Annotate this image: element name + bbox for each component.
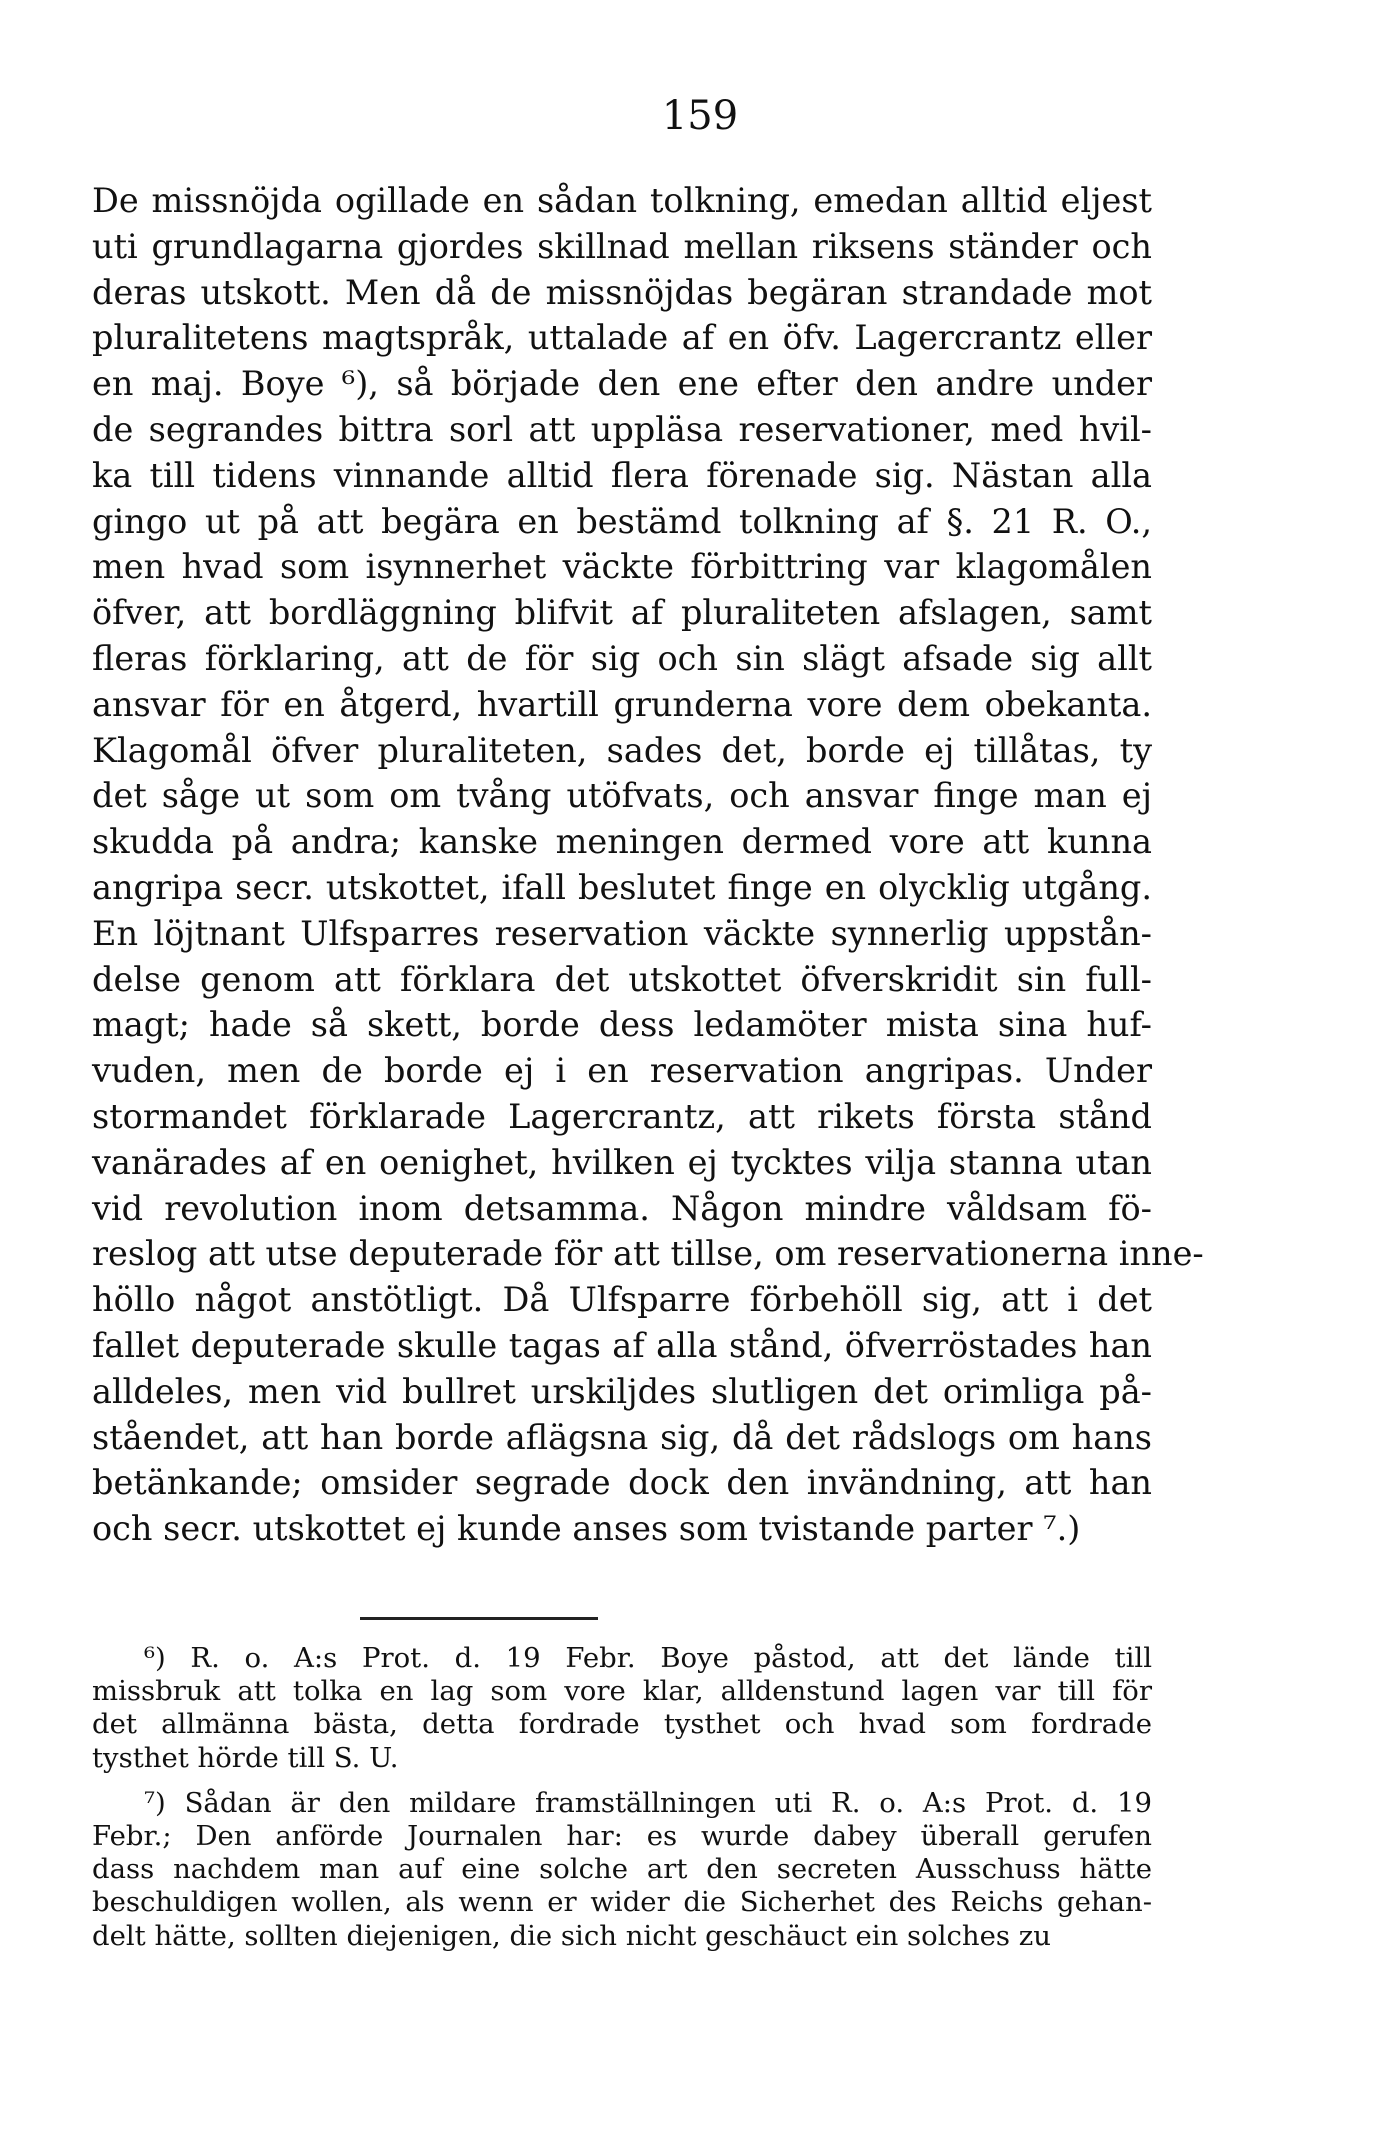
main-text [92, 178, 1204, 1552]
text-line: fallet deputerade skulle tagas af alla stånd, öfverröstades han [92, 1325, 1152, 1365]
text-line: skudda på andra; kanske meningen dermed vore att kunna [92, 822, 1152, 862]
text-line: vuden, men de borde ej i en reservation angripas. Under [92, 1051, 1152, 1091]
footnote-line: tysthet hörde till S. U. [92, 1741, 399, 1774]
footnote-line: dass nachdem man auf eine solche art den secreten Ausschuss hätte [92, 1853, 1152, 1886]
text-line: stormandet förklarade Lagercrantz, att rikets första stånd [92, 1096, 1152, 1136]
text-line: fleras förklaring, att de för sig och sin slägt afsade sig allt [92, 638, 1152, 678]
page-number: 159 [661, 93, 739, 139]
text-line: ansvar för en åtgerd, hvartill grunderna vore dem obekanta. [92, 684, 1152, 724]
text-line: men hvad som isynnerhet väckte förbittring var klagomålen [92, 547, 1152, 587]
text-line: Klagomål öfver pluraliteten, sades det, borde ej tillåtas, ty [92, 730, 1152, 770]
text-line: gingo ut på att begära en bestämd tolkning af §. 21 R. O., [92, 501, 1152, 541]
footnote-line: Febr.; Den anförde Journalen har: es wurde dabey überall gerufen [92, 1819, 1152, 1852]
footnote-line: det allmänna bästa, detta fordrade tysthet och hvad som fordrade [92, 1708, 1152, 1741]
text-line: pluralitetens magtspråk, uttalade af en öfv. Lagercrantz eller [92, 318, 1152, 358]
text-line: deras utskott. Men då de missnöjdas begäran strandade mot [92, 272, 1152, 312]
footnote-line: ⁶) R. o. A:s Prot. d. 19 Febr. Boye påstod, att det lände till [144, 1642, 1152, 1674]
text-line: en maj. Boye ⁶), så började den ene efter den andre under [92, 364, 1152, 404]
footnotes [92, 1642, 1152, 1965]
text-line: reslog att utse deputerade för att tillse, om reservationerna inne- [92, 1234, 1204, 1274]
text-line: ståendet, att han borde aflägsna sig, då det rådslogs om hans [92, 1417, 1152, 1457]
footnote-line: beschuldigen wollen, als wenn er wider die Sicherhet des Reichs gehan- [92, 1886, 1152, 1919]
text-line: vanärades af en oenighet, hvilken ej tycktes vilja stanna utan [92, 1142, 1152, 1182]
text-line: vid revolution inom detsamma. Någon mindre våldsam fö- [92, 1188, 1152, 1228]
footnote-7 [92, 1787, 1152, 1953]
footnote-6 [92, 1642, 1152, 1775]
text-line: De missnöjda ogillade en sådan tolkning, emedan alltid eljest [92, 181, 1152, 220]
text-line: betänkande; omsider segrade dock den invändning, att han [92, 1463, 1152, 1503]
text-line: angripa secr. utskottet, ifall beslutet finge en olycklig utgång. [92, 867, 1152, 907]
footnote-line: missbruk att tolka en lag som vore klar, alldenstund lagen var till för [92, 1675, 1152, 1708]
text-line: höllo något anstötligt. Då Ulfsparre förbehöll sig, att i det [92, 1280, 1152, 1320]
text-line: och secr. utskottet ej kunde anses som tvistande parter ⁷.) [92, 1509, 1081, 1549]
text-line: alldeles, men vid bullret urskiljdes slutligen det orimliga på- [92, 1371, 1152, 1411]
text-line: magt; hade så skett, borde dess ledamöter mista sina huf- [92, 1005, 1152, 1045]
text-line: öfver, att bordläggning blifvit af pluraliteten afslagen, samt [92, 593, 1152, 633]
footnote-separator [360, 1617, 598, 1620]
text-line: uti grundlagarna gjordes skillnad mellan riksens ständer och [92, 226, 1152, 266]
footnote-line: ⁷) Sådan är den mildare framställningen uti R. o. A:s Prot. d. 19 [144, 1786, 1152, 1819]
text-line: ka till tidens vinnande alltid flera förenade sig. Nästan alla [92, 455, 1152, 495]
text-line: En löjtnant Ulfsparres reservation väckte synnerlig uppstån- [92, 913, 1152, 953]
text-line: det såge ut som om tvång utöfvats, och ansvar finge man ej [92, 776, 1152, 816]
footnote-line: delt hätte, sollten diejenigen, die sich nicht geschäuct ein solches zu [92, 1919, 1051, 1952]
text-line: de segrandes bittra sorl att uppläsa reservationer, med hvil- [92, 409, 1152, 449]
text-line: delse genom att förklara det utskottet öfverskridit sin full- [92, 959, 1152, 999]
